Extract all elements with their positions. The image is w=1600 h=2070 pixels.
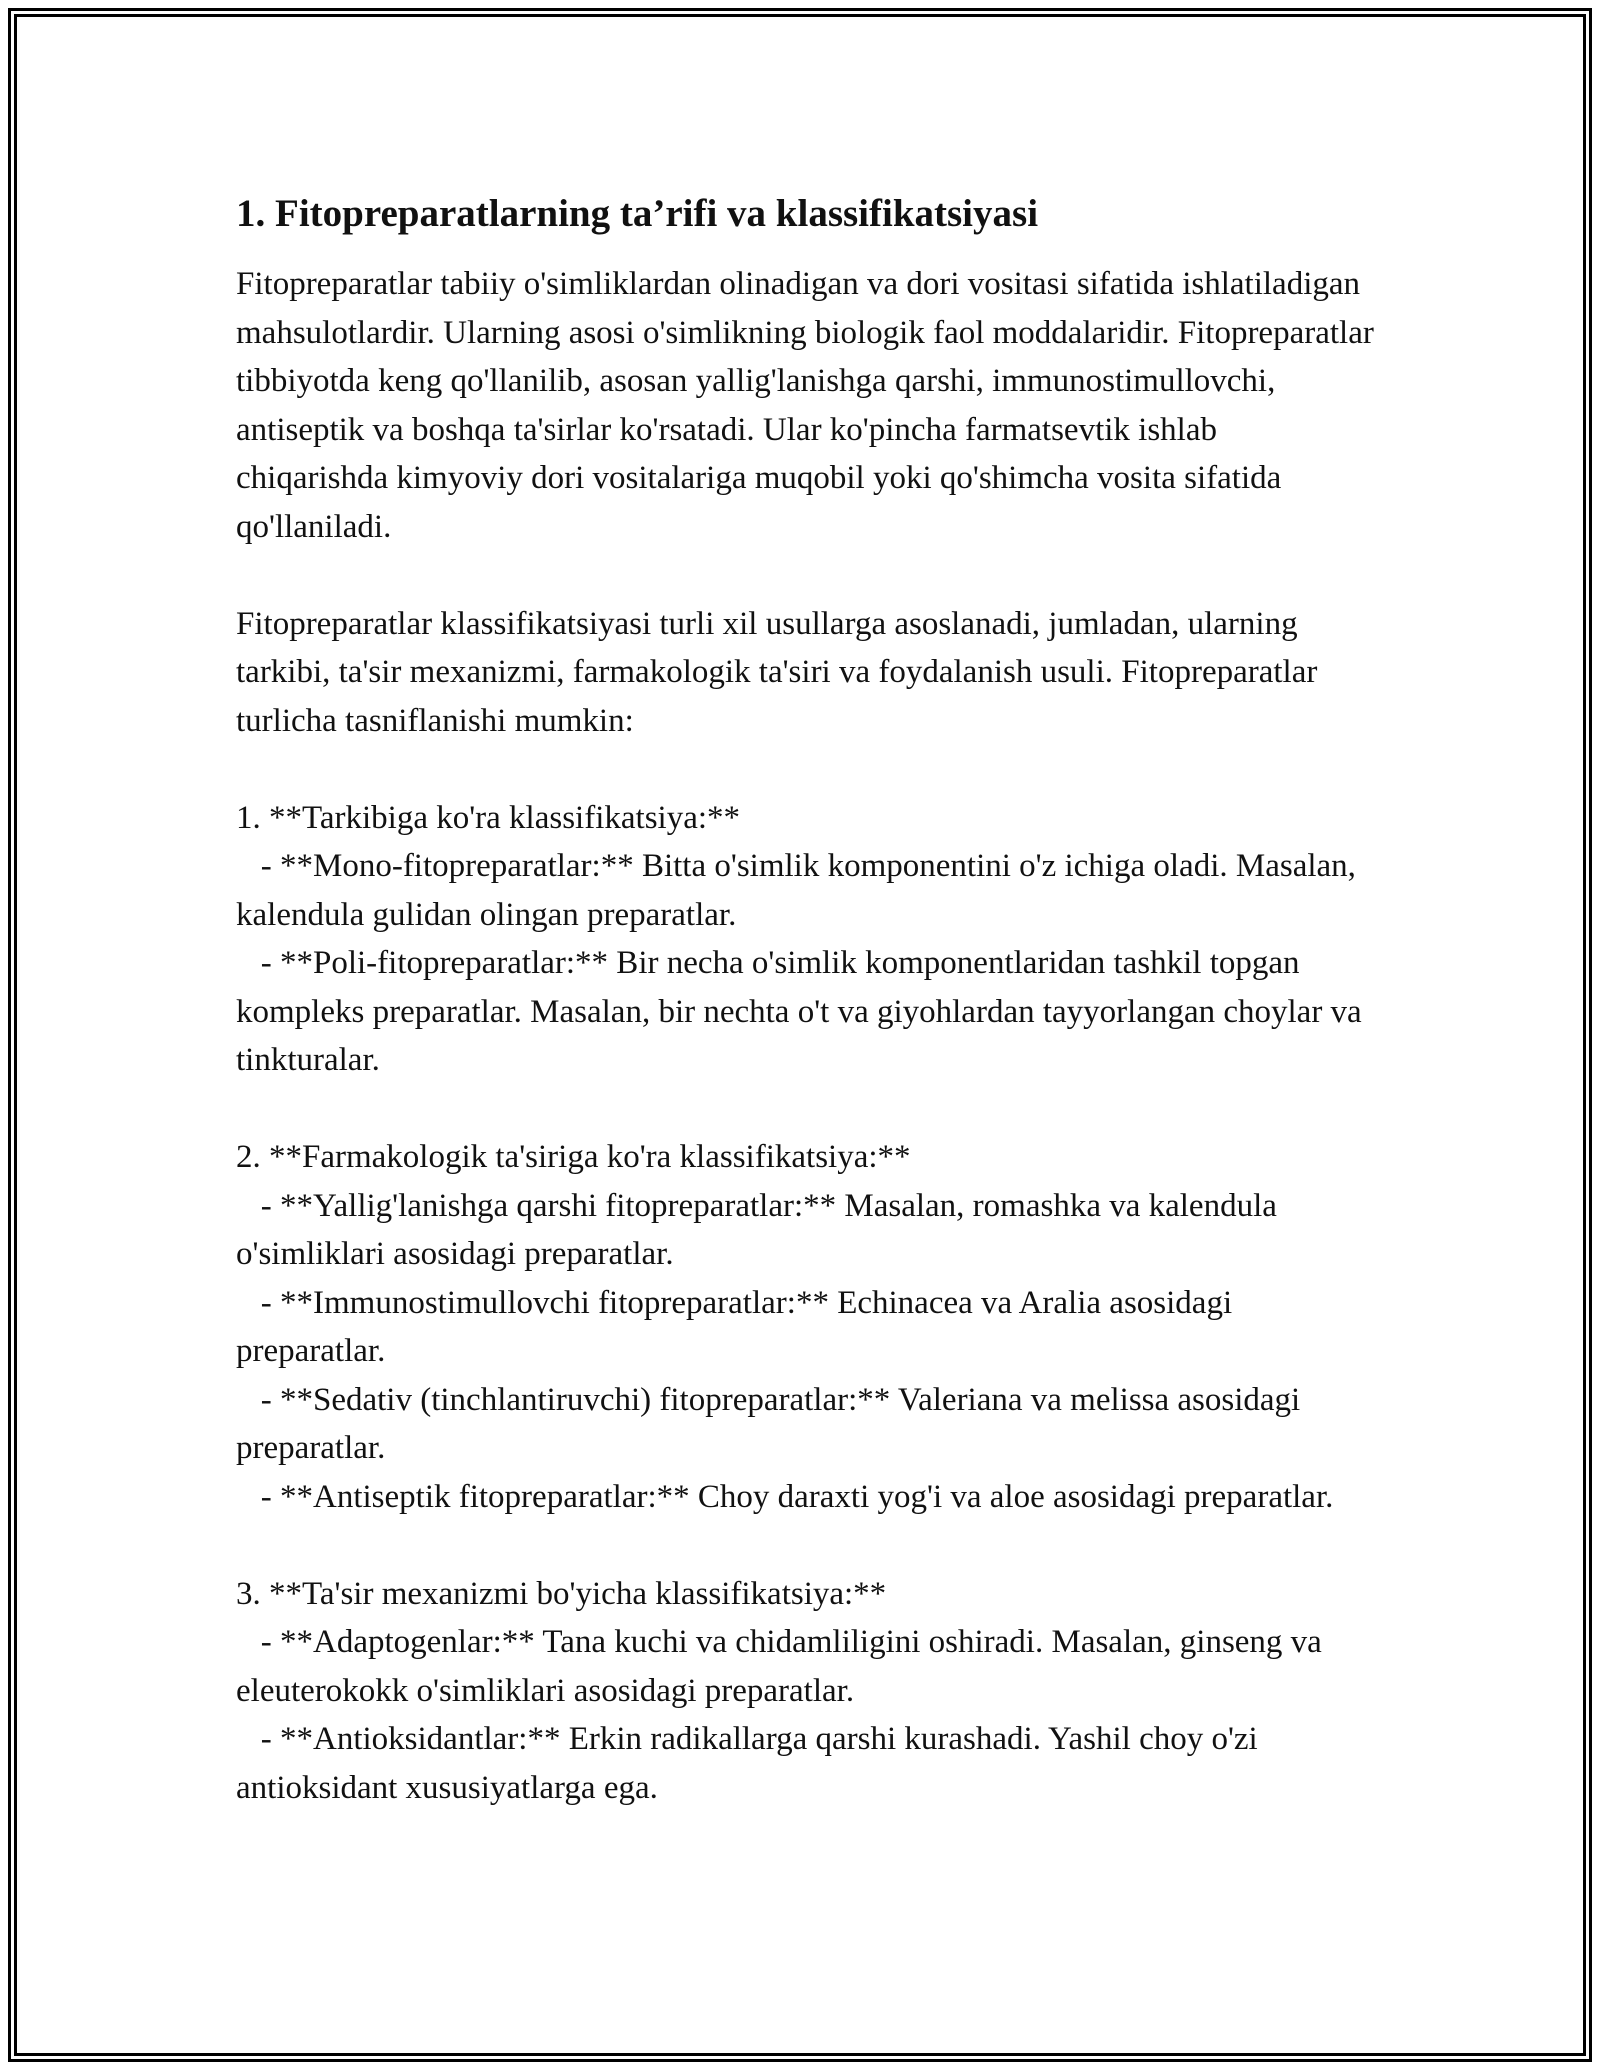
list-item: - **Immunostimullovchi fitopreparatlar:** Echinacea va Aralia asosidagi preparatlar. — [236, 1284, 1241, 1369]
section-heading: 3. **Ta'sir mexanizmi bo'yicha klassifikatsiya:** — [236, 1575, 887, 1612]
spacer — [236, 1085, 1376, 1134]
list-item: - **Sedativ (tinchlantiruvchi) fitopreparatlar:** Valeriana va melissa asosidagi preparatlar. — [236, 1381, 1309, 1466]
list-item: - **Antioksidantlar:** Erkin radikallarga qarshi kurashadi. Yashil choy o'zi antioksidant xususiyatlarga ega. — [236, 1721, 1266, 1806]
intro-paragraph: Fitopreparatlar tabiiy o'simliklardan olinadigan va dori vositasi sifatida ishlatiladigan mahsulotlardir. Ularning asosi o'simlikning biologik faol moddalaridir. Fitopreparatlar tibbiyotda keng qo'llanilib, asosan yallig'lanishga qarshi, immunostimullovchi, antiseptik va boshqa ta'sirlar ko'rsatadi. Ular ko'pincha farmatsevtik ishlab chiqarishda kimyoviy dori vositalariga muqobil yoki qo'shimcha vosita sifatida qo'llaniladi. — [236, 266, 1374, 545]
section-composition — [236, 794, 1376, 1085]
spacer — [236, 745, 1376, 794]
classification-paragraph: Fitopreparatlar klassifikatsiyasi turli xil usullarga asoslanadi, jumladan, ularning tarkibi, ta'sir mexanizmi, farmakologik ta'siri va foydalanish usuli. Fitopreparatlar turlicha tasniflanishi mumkin: — [236, 605, 1318, 739]
section-pharmacological — [236, 1133, 1376, 1521]
spacer — [236, 551, 1376, 600]
section-heading: 2. **Farmakologik ta'siriga ko'ra klassifikatsiya:** — [236, 1139, 911, 1175]
list-item: - **Mono-fitopreparatlar:** Bitta o'simlik komponentini o'z ichiga oladi. Masalan, kalendula gulidan olingan preparatlar. — [236, 848, 1365, 933]
section-heading: 1. **Tarkibiga ko'ra klassifikatsiya:** — [236, 799, 741, 836]
list-item: - **Antiseptik fitopreparatlar:** Choy daraxti yog'i va aloe asosidagi preparatlar. — [236, 1478, 1334, 1515]
spacer — [236, 1521, 1376, 1570]
list-item: - **Adaptogenlar:** Tana kuchi va chidamliligini oshiradi. Masalan, ginseng va eleuterokokk o'simliklari asosidagi preparatlar. — [236, 1624, 1331, 1709]
list-item: - **Yallig'lanishga qarshi fitopreparatlar:** Masalan, romashka va kalendula o'simliklari asosidagi preparatlar. — [236, 1187, 1286, 1272]
list-item: - **Poli-fitopreparatlar:** Bir necha o'simlik komponentlaridan tashkil topgan kompleks preparatlar. Masalan, bir nechta o't va giyohlardan tayyorlangan choylar va tinkturalar. — [236, 945, 1370, 1078]
section-mechanism — [236, 1570, 1376, 1813]
document-title: 1. Fitopreparatlarning ta’rifi va klassifikatsiyasi — [236, 192, 1039, 235]
document-body — [236, 190, 1376, 1812]
